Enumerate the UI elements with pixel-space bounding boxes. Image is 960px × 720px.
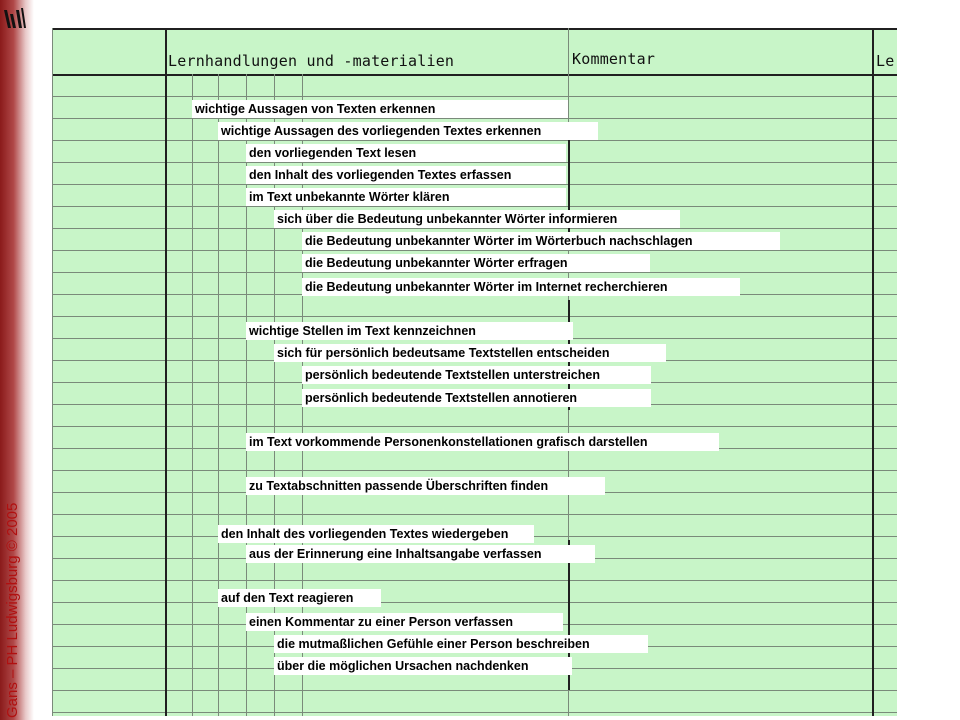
grid-indent-line [218,74,219,716]
learning-action-item: die Bedeutung unbekannter Wörter im Wörterbuch nachschlagen [302,232,780,250]
grid-col-line-main [872,28,874,716]
learning-action-item: persönlich bedeutende Textstellen annotieren [302,389,651,407]
copyright-vertical-text: Gans – PH Ludwigsburg © 2005 [4,502,21,718]
grid-col-line-main [165,28,167,716]
grid-row-line [52,272,897,273]
learning-action-item: einen Kommentar zu einer Person verfassen [246,613,563,631]
grid-row-line [52,514,897,515]
grid-row-line [52,250,897,251]
grid-row-line [52,184,897,185]
learning-action-item: den Inhalt des vorliegenden Textes erfassen [246,166,566,184]
grid-indent-line [192,74,193,716]
grid-row-line [52,206,897,207]
learning-action-item: über die möglichen Ursachen nachdenken [274,657,572,675]
grid-row-line [52,228,897,229]
grid-row-line [52,690,897,691]
learning-action-item: sich für persönlich bedeutsame Textstellen entscheiden [274,344,666,362]
learning-action-item: im Text unbekannte Wörter klären [246,188,566,206]
learning-action-item: wichtige Aussagen des vorliegenden Textes erkennen [218,122,598,140]
grid-row-line [52,140,897,141]
learning-action-item: wichtige Stellen im Text kennzeichnen [246,322,573,340]
grid-row-line [52,712,897,713]
grid-comment-separator [568,690,569,716]
grid-row-line [52,96,897,97]
grid-row-line [52,316,897,317]
grid-row-line [52,470,897,471]
grid-comment-separator [568,410,569,540]
learning-action-item: die Bedeutung unbekannter Wörter im Internet recherchieren [302,278,740,296]
header-lernhandlungen: Lernhandlungen und -materialien [168,52,455,70]
learning-action-item: aus der Erinnerung eine Inhaltsangabe verfassen [246,545,595,563]
grid-row-line [52,162,897,163]
learning-action-item: zu Textabschnitten passende Überschriften finden [246,477,605,495]
learning-action-item: auf den Text reagieren [218,589,381,607]
grid-line-top [52,28,897,30]
header-third-column: Le [876,52,895,70]
learning-action-item: wichtige Aussagen von Texten erkennen [192,100,568,118]
grid-row-line [52,580,897,581]
learning-action-item: im Text vorkommende Personenkonstellationen grafisch darstellen [246,433,719,451]
grid-col-line [52,28,53,716]
grid-row-line [52,602,897,603]
ph-ludwigsburg-logo-icon [2,6,26,32]
grid-row-line [52,118,897,119]
learning-action-item: die mutmaßlichen Gefühle einer Person beschreiben [274,635,648,653]
grid-line-header-bottom [52,74,897,76]
learning-action-item: persönlich bedeutende Textstellen unterstreichen [302,366,651,384]
learning-action-item: den vorliegenden Text lesen [246,144,566,162]
header-kommentar: Kommentar [572,50,656,68]
spreadsheet-table [52,28,897,716]
learning-action-item: den Inhalt des vorliegenden Textes wiedergeben [218,525,534,543]
learning-action-item: die Bedeutung unbekannter Wörter erfragen [302,254,650,272]
learning-action-item: sich über die Bedeutung unbekannter Wörter informieren [274,210,680,228]
grid-row-line [52,426,897,427]
